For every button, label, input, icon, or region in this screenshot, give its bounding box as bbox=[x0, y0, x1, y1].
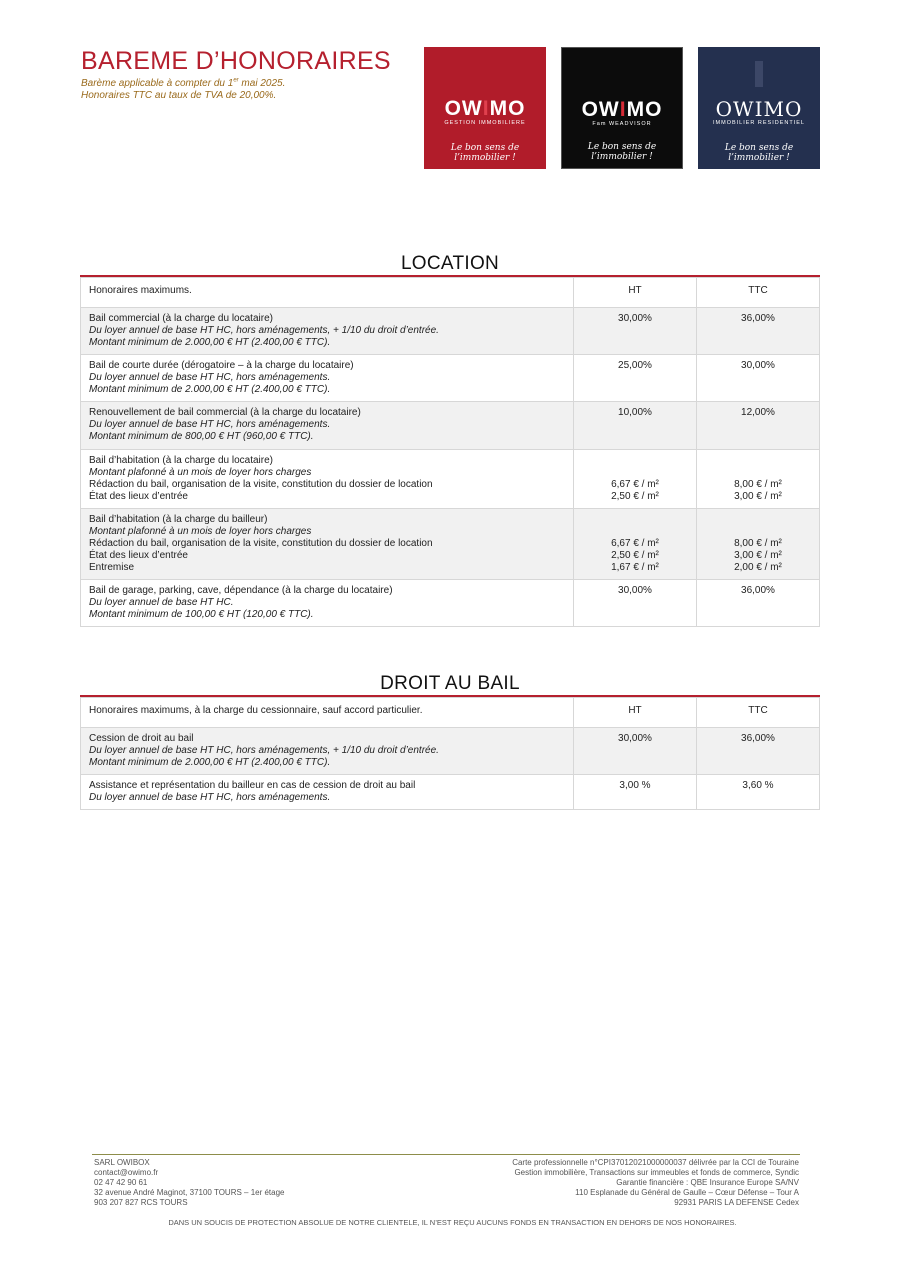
fee-ht-value: 2,50 € / m² bbox=[611, 491, 659, 502]
fee-note: Montant minimum de 100,00 € HT (120,00 € TTC). bbox=[89, 609, 314, 620]
fee-ht-value: 2,50 € / m² bbox=[611, 550, 659, 561]
fee-ht-cell bbox=[574, 450, 697, 509]
fee-ht-value: 10,00% bbox=[618, 407, 652, 418]
fee-ttc-cell bbox=[697, 509, 820, 580]
fee-description-cell bbox=[81, 308, 574, 355]
spacer bbox=[582, 467, 688, 479]
fee-note: Montant minimum de 800,00 € HT (960,00 € TTC). bbox=[89, 431, 314, 442]
fee-detail: État des lieux d’entrée bbox=[89, 550, 188, 561]
footer-guarantor-address: 110 Esplanade du Général de Gaulle – Cœur Défense – Tour A bbox=[575, 1188, 799, 1197]
footer-notice: DANS UN SOUCIS DE PROTECTION ABSOLUE DE NOTRE CLIENTELE, IL N’EST REÇU AUCUNS FONDS EN TRANSACTION EN DEHORS DE NOS HONORAIRES. bbox=[168, 1218, 737, 1227]
fee-description-cell bbox=[81, 775, 574, 810]
fee-note: Du loyer annuel de base HT HC, hors aménagements, + 1/10 du droit d’entrée. bbox=[89, 325, 439, 336]
fee-ttc-value: 3,60 % bbox=[742, 780, 774, 791]
fee-ttc-cell bbox=[697, 775, 820, 810]
table-row bbox=[81, 728, 820, 775]
footer-rcs: 903 207 827 RCS TOURS bbox=[94, 1198, 188, 1207]
fee-ht-cell bbox=[574, 355, 697, 402]
fee-ttc-value: 36,00% bbox=[741, 733, 775, 744]
header-ht-cell: HT bbox=[574, 278, 697, 308]
fee-description-cell bbox=[81, 509, 574, 580]
fee-detail: Rédaction du bail, organisation de la visite, constitution du dossier de location bbox=[89, 538, 433, 549]
fee-note: Du loyer annuel de base HT HC. bbox=[89, 597, 234, 608]
header-ht-cell: HT bbox=[574, 698, 697, 728]
fee-ttc-cell bbox=[697, 728, 820, 775]
table-row bbox=[81, 775, 820, 810]
logo-sub: Fam WEADVISOR bbox=[592, 121, 652, 127]
fee-title: Assistance et représentation du bailleur en cas de cession de droit au bail bbox=[89, 780, 416, 791]
fee-ht-cell bbox=[574, 308, 697, 355]
footer-company bbox=[94, 1158, 285, 1208]
fee-ttc-value: 3,00 € / m² bbox=[734, 491, 782, 502]
fee-ttc-value: 36,00% bbox=[741, 585, 775, 596]
subtitle-line-2: Honoraires TTC au taux de TVA de 20,00%. bbox=[81, 90, 277, 102]
fee-description-cell bbox=[81, 450, 574, 509]
footer-phone: 02 47 42 90 61 bbox=[94, 1178, 148, 1187]
spacer bbox=[705, 467, 811, 479]
fee-ttc-value: 30,00% bbox=[741, 360, 775, 371]
spacer bbox=[582, 455, 688, 467]
fee-ht-cell bbox=[574, 580, 697, 627]
spacer bbox=[705, 455, 811, 467]
logo-slogan: Le bon sens de l’immobilier ! bbox=[450, 143, 520, 163]
fee-note: Du loyer annuel de base HT HC, hors aménagements, + 1/10 du droit d’entrée. bbox=[89, 745, 439, 756]
spacer bbox=[705, 526, 811, 538]
fee-title: Bail de courte durée (dérogatoire – à la charge du locataire) bbox=[89, 360, 354, 371]
header-ttc-cell: TTC bbox=[697, 698, 820, 728]
fee-note: Du loyer annuel de base HT HC, hors aménagements. bbox=[89, 372, 331, 383]
fee-ht-cell bbox=[574, 509, 697, 580]
footer-activities: Gestion immobilière, Transactions sur immeubles et fonds de commerce, Syndic bbox=[514, 1168, 799, 1177]
footer-legal bbox=[512, 1158, 799, 1208]
header-label-cell: Honoraires maximums, à la charge du cessionnaire, sauf accord particulier. bbox=[81, 698, 574, 728]
fee-ht-value: 30,00% bbox=[618, 585, 652, 596]
spacer bbox=[582, 514, 688, 526]
fee-ttc-value: 8,00 € / m² bbox=[734, 479, 782, 490]
fee-title: Renouvellement de bail commercial (à la charge du locataire) bbox=[89, 407, 361, 418]
fee-ttc-cell bbox=[697, 450, 820, 509]
fee-ht-value: 6,67 € / m² bbox=[611, 479, 659, 490]
fee-note: Montant minimum de 2.000,00 € HT (2.400,00 € TTC). bbox=[89, 757, 331, 768]
fee-ht-value: 3,00 % bbox=[619, 780, 651, 791]
fee-ht-cell bbox=[574, 728, 697, 775]
table-row bbox=[81, 402, 820, 450]
owimo-weadvisor-logo bbox=[561, 47, 683, 169]
footer-guarantor-city: 92931 PARIS LA DEFENSE Cedex bbox=[674, 1198, 799, 1207]
logo-brand: OWIMO bbox=[715, 97, 803, 121]
page-title: BAREME D’HONORAIRES bbox=[81, 47, 391, 75]
subtitle-line-1 bbox=[81, 78, 285, 89]
location-table bbox=[80, 277, 820, 627]
fee-ht-cell bbox=[574, 402, 697, 450]
logo-slogan: Le bon sens de l’immobilier ! bbox=[724, 143, 794, 163]
fee-description-cell bbox=[81, 580, 574, 627]
fee-ht-value: 1,67 € / m² bbox=[611, 562, 659, 573]
spacer bbox=[705, 514, 811, 526]
fee-ttc-cell bbox=[697, 580, 820, 627]
subtitle-sup: er bbox=[233, 78, 239, 84]
fee-detail: Rédaction du bail, organisation de la visite, constitution du dossier de location bbox=[89, 479, 433, 490]
header-label-cell: Honoraires maximums. bbox=[81, 278, 574, 308]
fee-ttc-value: 12,00% bbox=[741, 407, 775, 418]
fee-description-cell bbox=[81, 402, 574, 450]
fee-title: Bail d’habitation (à la charge du bailleur) bbox=[89, 514, 268, 525]
fee-ht-value: 25,00% bbox=[618, 360, 652, 371]
fee-ht-value: 6,67 € / m² bbox=[611, 538, 659, 549]
fee-title: Cession de droit au bail bbox=[89, 733, 194, 744]
building-icon bbox=[755, 61, 763, 87]
fee-note: Du loyer annuel de base HT HC, hors aménagements. bbox=[89, 419, 331, 430]
fee-ht-cell bbox=[574, 775, 697, 810]
owimo-residentiel-logo bbox=[698, 47, 820, 169]
footer-card: Carte professionnelle n°CPI37012021000000037 délivrée par la CCI de Touraine bbox=[512, 1158, 799, 1167]
table-row bbox=[81, 509, 820, 580]
header-subtitle bbox=[81, 75, 285, 102]
footer-company-name: SARL OWIBOX bbox=[94, 1158, 150, 1167]
footer-address: 32 avenue André Maginot, 37100 TOURS – 1er étage bbox=[94, 1188, 285, 1197]
table-row bbox=[81, 580, 820, 627]
fee-note: Montant plafonné à un mois de loyer hors charges bbox=[89, 526, 312, 537]
logo-sub: GESTION IMMOBILIERE bbox=[444, 120, 526, 126]
fee-ttc-value: 8,00 € / m² bbox=[734, 538, 782, 549]
footer-guarantee: Garantie financière : QBE Insurance Europe SA/NV bbox=[616, 1178, 799, 1187]
fee-note: Du loyer annuel de base HT HC, hors aménagements. bbox=[89, 792, 331, 803]
table-header-row bbox=[81, 698, 820, 728]
table-row bbox=[81, 450, 820, 509]
fee-ht-value: 30,00% bbox=[618, 733, 652, 744]
fee-title: Bail de garage, parking, cave, dépendance (à la charge du locataire) bbox=[89, 585, 393, 596]
fee-description-cell bbox=[81, 728, 574, 775]
fee-note: Montant plafonné à un mois de loyer hors charges bbox=[89, 467, 312, 478]
fee-ttc-cell bbox=[697, 308, 820, 355]
fee-note: Montant minimum de 2.000,00 € HT (2.400,00 € TTC). bbox=[89, 337, 331, 348]
logo-sub: IMMOBILIER RESIDENTIEL bbox=[713, 120, 805, 126]
footer-divider bbox=[92, 1154, 800, 1155]
droit-table bbox=[80, 697, 820, 810]
fee-note: Montant minimum de 2.000,00 € HT (2.400,00 € TTC). bbox=[89, 384, 331, 395]
table-row bbox=[81, 355, 820, 402]
fee-description-cell bbox=[81, 355, 574, 402]
logo-brand: OWIMO bbox=[444, 97, 526, 120]
footer-email: contact@owimo.fr bbox=[94, 1168, 159, 1177]
droit-title: DROIT AU BAIL bbox=[380, 673, 520, 694]
subtitle-line-1-end: mai 2025. bbox=[238, 78, 286, 90]
spacer bbox=[582, 526, 688, 538]
fee-detail: État des lieux d’entrée bbox=[89, 491, 188, 502]
fee-ttc-cell bbox=[697, 355, 820, 402]
fee-ttc-value: 36,00% bbox=[741, 313, 775, 324]
location-title: LOCATION bbox=[400, 253, 500, 274]
fee-ht-value: 30,00% bbox=[618, 313, 652, 324]
fee-title: Bail d’habitation (à la charge du locataire) bbox=[89, 455, 273, 466]
table-row bbox=[81, 308, 820, 355]
logo-slogan: Le bon sens de l’immobilier ! bbox=[587, 142, 657, 162]
owimo-gestion-logo bbox=[424, 47, 546, 169]
fee-detail: Entremise bbox=[89, 562, 135, 573]
fee-ttc-value: 2,00 € / m² bbox=[734, 562, 782, 573]
subtitle-line-1-text: Barème applicable à compter du 1 bbox=[81, 78, 234, 90]
fee-title: Bail commercial (à la charge du locataire) bbox=[89, 313, 273, 324]
fee-ttc-cell bbox=[697, 402, 820, 450]
fee-ttc-value: 3,00 € / m² bbox=[734, 550, 782, 561]
logo-brand: OWIMO bbox=[581, 98, 663, 121]
header-ttc-cell: TTC bbox=[697, 278, 820, 308]
table-header-row bbox=[81, 278, 820, 308]
